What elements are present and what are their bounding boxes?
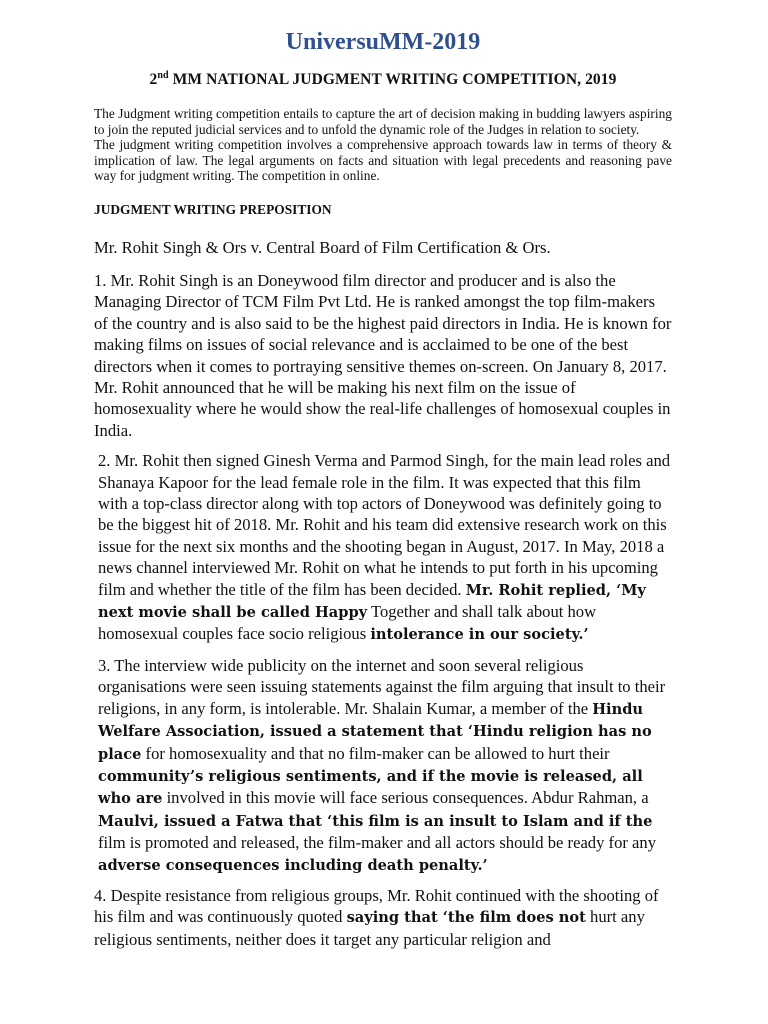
para2-quote-a: Mr. Rohit replied, ‘My next movie shall be called Happy — [98, 581, 646, 622]
fact-paragraph-2 — [94, 450, 672, 646]
competition-subtitle — [94, 70, 672, 90]
para3-text-g: film is promoted and released, the film-maker and all actors should be ready for any — [98, 833, 657, 853]
fact-paragraph-3 — [94, 655, 672, 876]
para3-text-a: 3. The interview wide publicity on the internet and soon several religious organisations were seen issuing statements against the film arguing that insult to their religions, in any form, is intolerable. Mr. Shalain Kumar, a member of the — [98, 655, 666, 718]
intro-block — [94, 106, 672, 184]
para4-text-c: hurt any religious sentiments, neither does it target any particular religion and — [94, 907, 645, 949]
para3-quote-b: Hindu Welfare Association, issued a statement that ‘Hindu religion has no place — [98, 700, 652, 763]
fact-paragraph-4 — [94, 885, 672, 950]
para3-quote-d: community’s religious sentiments, and if the movie is released, all who are — [98, 767, 643, 808]
case-title: Mr. Rohit Singh & Ors v. Central Board of Film Certification & Ors. — [94, 237, 551, 257]
para2-text-c: Together and shall talk about how homosexual couples face socio religious — [98, 602, 597, 644]
para3-text-e: involved in this movie will face serious consequences. Abdur Rahman, a — [162, 788, 649, 808]
subtitle-text: MM NATIONAL JUDGMENT WRITING COMPETITION, 2019 — [168, 71, 617, 88]
intro-paragraph-1: The Judgment writing competition entails to capture the art of decision making in budding lawyers aspiring to join the reputed judicial services and to unfold the dynamic role of the Judges in relation to society. — [94, 106, 672, 137]
para2-text-a: 2. Mr. Rohit then signed Ginesh Verma and Parmod Singh, for the main lead roles and Shanaya Kapoor for the lead female role in the film. It was expected that this film with a top-class director along with top actors of Doneywood was definitely going to be the biggest hit of 2018. Mr. Rohit and his team did extensive research work on this issue for the next six months and the shooting began in August, 2017. In May, 2018 a news channel interviewed Mr. Rohit on what he intends to put forth in his upcoming film and whether the title of the film has been decided. — [98, 451, 671, 599]
fact-paragraph-1: 1. Mr. Rohit Singh is an Doneywood film director and producer and is also the Managing Director of TCM Film Pvt Ltd. He is ranked amongst the top film-makers of the country and is also said to be the highest paid directors in India. He is known for making films on issues of social relevance and is acclaimed to be one of the best directors when it comes to portraying sensitive themes on-screen. On January 8, 2017. Mr. Rohit announced that he will be making his next film on the issue of homosexuality where he would show the real-life challenges of homosexual couples in India. — [94, 270, 672, 440]
document-title: UniversuMM-2019 — [285, 29, 481, 55]
para3-quote-f: Maulvi, issued a Fatwa that ‘this film is an insult to Islam and if the — [98, 812, 653, 830]
para2-quote-d: intolerance in our society.’ — [370, 626, 589, 644]
subtitle-ordinal: 2 — [149, 71, 158, 88]
para4-quote-b: saying that ‘the film does not — [346, 909, 586, 927]
para3-text-c: for homosexuality and that no film-maker can be allowed to hurt their — [141, 743, 610, 763]
para3-quote-h: adverse consequences including death penalty.’ — [98, 856, 488, 874]
intro-paragraph-2: The judgment writing competition involves a comprehensive approach towards law in terms of theory & implication of law. The legal arguments on facts and situation with legal precedents and reasoning pave way for judgment writing. The competition in online. — [94, 137, 672, 184]
para4-text-a: 4. Despite resistance from religious groups, Mr. Rohit continued with the shooting of his film and was continuously quoted — [94, 885, 659, 927]
section-heading: JUDGMENT WRITING PREPOSITION — [94, 201, 332, 217]
subtitle-superscript: nd — [157, 70, 169, 81]
